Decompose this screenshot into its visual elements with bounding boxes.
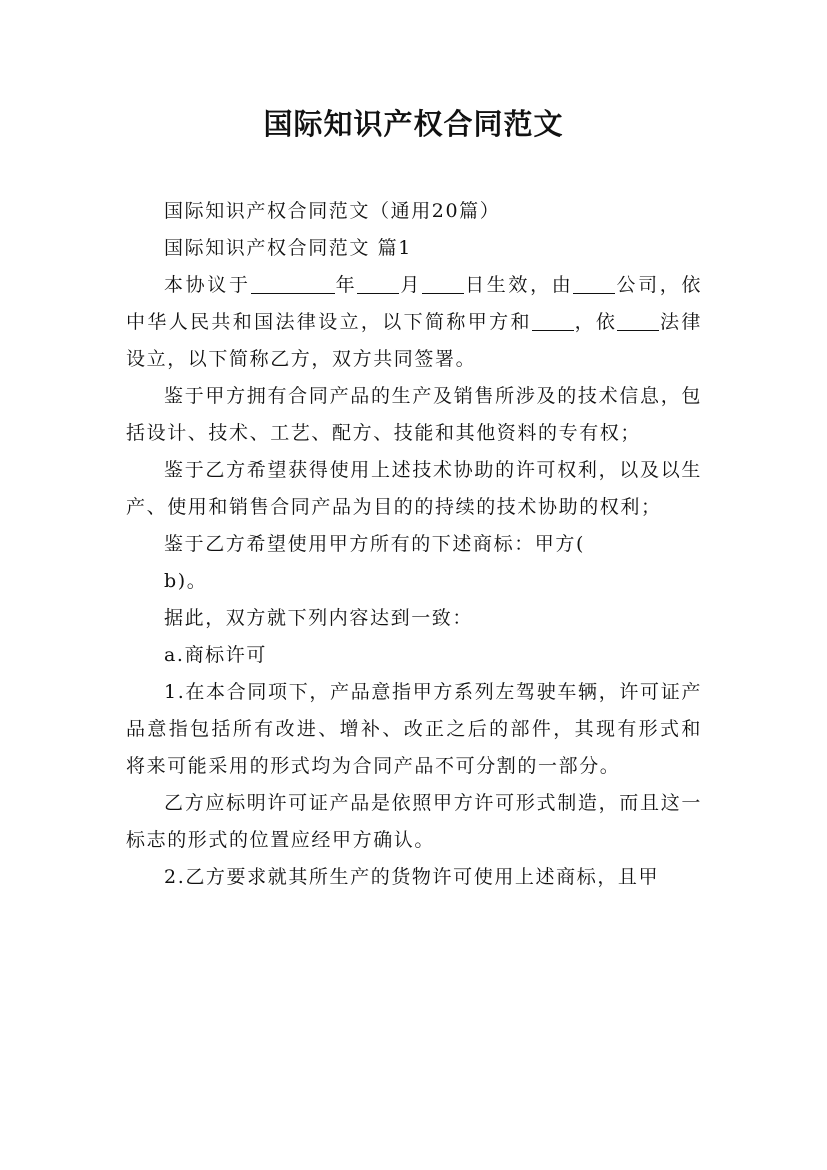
paragraph-recital-3: 鉴于乙方希望使用甲方所有的下述商标：甲方( — [164, 533, 586, 555]
paragraph-clause-2: 2.乙方要求就其所生产的货物许可使用上述商标，且甲 — [164, 866, 660, 888]
paragraph-clause-1: 1.在本合同项下，产品意指甲方系列左驾驶车辆，许可证产品意指包括所有改进、增补、改正之后的部件，其现有形式和将来可能采用的形式均为合同产品不可分割的一部分。 — [126, 681, 702, 777]
text-segment: 日生效，由 — [464, 274, 574, 296]
document-title: 国际知识产权合同范文 — [263, 107, 564, 141]
blank-line-year — [251, 292, 335, 294]
paragraph-clause-1-note: 乙方应标明许可证产品是依照甲方许可形式制造，而且这一标志的形式的位置应经甲方确认。 — [126, 792, 702, 851]
text-segment: ，依 — [573, 311, 618, 333]
text-segment: 年 — [334, 274, 358, 296]
paragraph-recital-2: 鉴于乙方希望获得使用上述技术协助的许可权利，以及以生产、使用和销售合同产品为目的的持续的技术协助的权利； — [126, 459, 702, 518]
blank-line-day — [422, 292, 464, 294]
paragraph-agreement: 据此，双方就下列内容达到一致： — [164, 607, 474, 629]
text-segment: 本协议于 — [164, 274, 251, 296]
text-segment: 法律设立，以下简称乙方，双方共同签署。 — [126, 311, 703, 370]
blank-line-jurisdiction — [617, 329, 659, 331]
blank-line-party-b — [532, 329, 574, 331]
blank-line-month — [357, 292, 399, 294]
text-segment: 公司，依中华人民共和国法律设立，以下简称甲方和 — [126, 274, 703, 333]
paragraph-recital-1: 鉴于甲方拥有合同产品的生产及销售所涉及的技术信息，包括设计、技术、工艺、配方、技能和其他资料的专有权； — [126, 385, 702, 444]
paragraph-recital-3-cont: b)。 — [164, 570, 208, 592]
section-heading: 国际知识产权合同范文 篇1 — [164, 237, 412, 259]
paragraph-agreement-intro — [126, 267, 702, 378]
text-segment: 月 — [399, 274, 423, 296]
section-heading-trademark: a.商标许可 — [164, 644, 267, 666]
document-body — [126, 193, 702, 896]
document-subtitle: 国际知识产权合同范文（通用20篇） — [164, 200, 501, 222]
blank-line-party-a — [573, 292, 615, 294]
